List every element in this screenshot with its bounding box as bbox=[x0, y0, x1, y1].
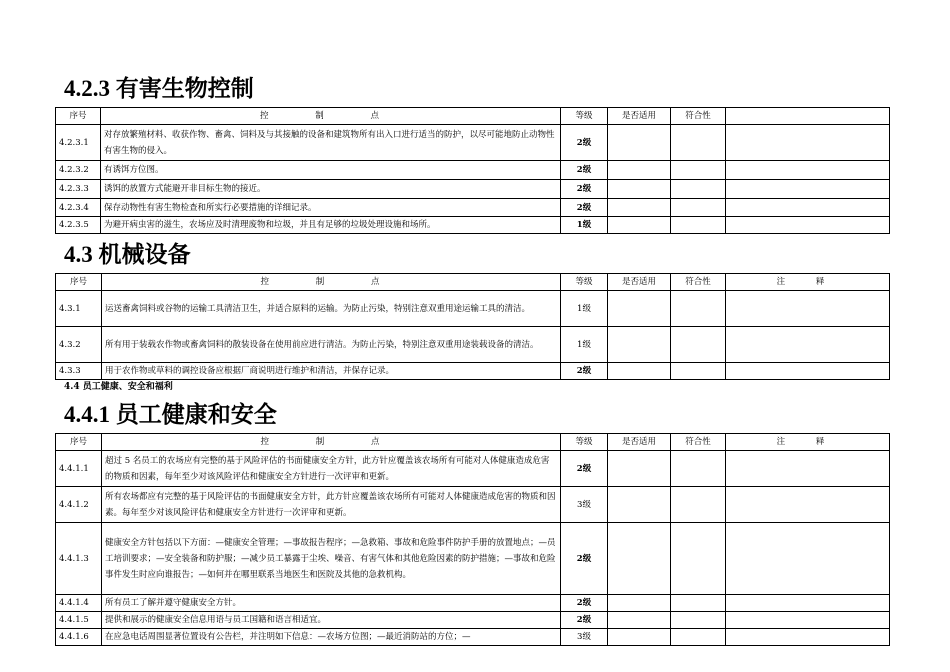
cell-applicable[interactable] bbox=[608, 595, 671, 612]
table-header-row bbox=[56, 434, 890, 451]
cell-compliance[interactable] bbox=[671, 125, 726, 161]
cell-compliance[interactable] bbox=[671, 612, 726, 629]
cell-applicable[interactable] bbox=[608, 612, 671, 629]
table-row bbox=[56, 363, 890, 380]
row-text: 超过 5 名员工的农场应有完整的基于风险评估的书面健康安全方针，此方针应覆盖该农场所有可能对人体健康造成危害的物质和因素，每年至少对该风险评估和健康安全方针进行一次评审和更新。 bbox=[102, 451, 561, 487]
row-level: 1级 bbox=[561, 291, 608, 327]
col-header-level: 等级 bbox=[561, 108, 608, 125]
row-text: 运送畜禽饲料或谷物的运输工具清洁卫生，并适合原料的运输。为防止污染，特别注意双重用途运输工具的清洁。 bbox=[102, 291, 561, 327]
cell-compliance[interactable] bbox=[671, 363, 726, 380]
col-header-notes: 注 释 bbox=[726, 434, 890, 451]
row-level: 3级 bbox=[561, 629, 608, 646]
cell-compliance[interactable] bbox=[671, 595, 726, 612]
table-row bbox=[56, 612, 890, 629]
cell-compliance[interactable] bbox=[671, 291, 726, 327]
cell-compliance[interactable] bbox=[671, 199, 726, 217]
table-row bbox=[56, 629, 890, 646]
cell-applicable[interactable] bbox=[608, 217, 671, 234]
row-level: 2级 bbox=[561, 595, 608, 612]
row-id: 4.4.1.2 bbox=[56, 487, 102, 523]
col-header-compliance: 符合性 bbox=[671, 108, 726, 125]
col-header-notes: 注 释 bbox=[726, 274, 890, 291]
section-heading-441: 4.4.1 员工健康和安全 bbox=[64, 402, 277, 427]
row-text: 健康安全方针包括以下方面：—健康安全管理；—事故报告程序；—急救箱、事故和危险事件防护手册的放置地点；—员工培训要求；—安全装备和防护服；—减少员工暴露于尘埃、噪音、有害气体和其他危险因素的防护措施；—事故和危险事件发生时应向谁报告；—如何并在哪里联系当地医生和医院及其他的急救机构。 bbox=[102, 523, 561, 595]
cell-compliance[interactable] bbox=[671, 629, 726, 646]
table-row bbox=[56, 199, 890, 217]
col-header-id: 序号 bbox=[56, 108, 101, 125]
cell-notes[interactable] bbox=[726, 125, 890, 161]
row-level: 2级 bbox=[561, 180, 608, 199]
row-id: 4.2.3.2 bbox=[56, 161, 101, 180]
row-text: 保存动物性有害生物检查和所实行必要措施的详细记录。 bbox=[101, 199, 561, 217]
cell-notes[interactable] bbox=[726, 217, 890, 234]
col-header-applicable: 是否适用 bbox=[608, 434, 671, 451]
row-level: 3级 bbox=[561, 487, 608, 523]
cell-applicable[interactable] bbox=[608, 291, 671, 327]
cell-notes[interactable] bbox=[726, 595, 890, 612]
table-row bbox=[56, 327, 890, 363]
table-row bbox=[56, 595, 890, 612]
cell-applicable[interactable] bbox=[608, 125, 671, 161]
row-text: 所有农场都应有完整的基于风险评估的书面健康安全方针，此方针应覆盖该农场所有可能对人体健康造成危害的物质和因素。每年至少对该风险评估和健康安全方针进行一次评审和更新。 bbox=[102, 487, 561, 523]
cell-compliance[interactable] bbox=[671, 180, 726, 199]
row-text: 为避开病虫害的滋生，农场应及时清理废物和垃圾，并且有足够的垃圾处理设施和场所。 bbox=[101, 217, 561, 234]
row-id: 4.2.3.3 bbox=[56, 180, 101, 199]
cell-notes[interactable] bbox=[726, 487, 890, 523]
table-header-row bbox=[56, 108, 890, 125]
row-text: 提供和展示的健康安全信息用语与员工国籍和语言相适宜。 bbox=[102, 612, 561, 629]
cell-notes[interactable] bbox=[726, 363, 890, 380]
col-header-control: 控 制 点 bbox=[102, 274, 561, 291]
row-level: 2级 bbox=[561, 363, 608, 380]
table-row bbox=[56, 523, 890, 595]
col-header-compliance: 符合性 bbox=[671, 434, 726, 451]
cell-compliance[interactable] bbox=[671, 487, 726, 523]
row-level: 2级 bbox=[561, 523, 608, 595]
cell-applicable[interactable] bbox=[608, 451, 671, 487]
col-header-applicable: 是否适用 bbox=[608, 108, 671, 125]
row-text: 在应急电话周围显著位置设有公告栏，并注明如下信息：—农场方位图；—最近消防站的方位；— bbox=[102, 629, 561, 646]
row-id: 4.2.3.5 bbox=[56, 217, 101, 234]
cell-notes[interactable] bbox=[726, 161, 890, 180]
row-id: 4.2.3.1 bbox=[56, 125, 101, 161]
row-id: 4.2.3.4 bbox=[56, 199, 101, 217]
col-header-id: 序号 bbox=[56, 274, 102, 291]
table-row bbox=[56, 451, 890, 487]
table-row bbox=[56, 161, 890, 180]
section-label-44: 4.4 员工健康、安全和福利 bbox=[64, 382, 173, 392]
row-id: 4.3.2 bbox=[56, 327, 102, 363]
cell-applicable[interactable] bbox=[608, 487, 671, 523]
row-text: 诱饵的放置方式能避开非目标生物的接近。 bbox=[101, 180, 561, 199]
table-row bbox=[56, 180, 890, 199]
row-level: 2级 bbox=[561, 161, 608, 180]
section-heading-43: 4.3 机械设备 bbox=[64, 242, 191, 267]
row-id: 4.4.1.4 bbox=[56, 595, 102, 612]
cell-applicable[interactable] bbox=[608, 199, 671, 217]
section-heading-423: 4.2.3 有害生物控制 bbox=[64, 76, 254, 101]
col-header-id: 序号 bbox=[56, 434, 102, 451]
col-header-notes bbox=[726, 108, 890, 125]
row-level: 2级 bbox=[561, 451, 608, 487]
cell-notes[interactable] bbox=[726, 199, 890, 217]
row-id: 4.3.3 bbox=[56, 363, 102, 380]
col-header-level: 等级 bbox=[561, 434, 608, 451]
row-text: 所有员工了解并遵守健康安全方针。 bbox=[102, 595, 561, 612]
col-header-control: 控 制 点 bbox=[101, 108, 561, 125]
col-header-level: 等级 bbox=[561, 274, 608, 291]
cell-applicable[interactable] bbox=[608, 363, 671, 380]
col-header-applicable: 是否适用 bbox=[608, 274, 671, 291]
row-level: 2级 bbox=[561, 125, 608, 161]
table-441 bbox=[55, 433, 890, 646]
row-level: 1级 bbox=[561, 327, 608, 363]
table-423 bbox=[55, 107, 890, 234]
col-header-control: 控 制 点 bbox=[102, 434, 561, 451]
cell-compliance[interactable] bbox=[671, 523, 726, 595]
cell-compliance[interactable] bbox=[671, 217, 726, 234]
table-row bbox=[56, 291, 890, 327]
cell-notes[interactable] bbox=[726, 291, 890, 327]
cell-applicable[interactable] bbox=[608, 629, 671, 646]
table-43 bbox=[55, 273, 890, 380]
cell-applicable[interactable] bbox=[608, 523, 671, 595]
cell-applicable[interactable] bbox=[608, 327, 671, 363]
cell-notes[interactable] bbox=[726, 451, 890, 487]
cell-compliance[interactable] bbox=[671, 327, 726, 363]
col-header-compliance: 符合性 bbox=[671, 274, 726, 291]
row-text: 对存放繁殖材料、收获作物、畜禽、饲料及与其接触的设备和建筑物所有出入口进行适当的防护，以尽可能地防止动物性有害生物的侵入。 bbox=[101, 125, 561, 161]
row-level: 1级 bbox=[561, 217, 608, 234]
table-row bbox=[56, 487, 890, 523]
row-id: 4.4.1.1 bbox=[56, 451, 102, 487]
table-header-row bbox=[56, 274, 890, 291]
row-text: 用于农作物或草料的调控设备应根据厂商说明进行维护和清洁，并保存记录。 bbox=[102, 363, 561, 380]
row-id: 4.4.1.5 bbox=[56, 612, 102, 629]
table-row bbox=[56, 217, 890, 234]
row-level: 2级 bbox=[561, 612, 608, 629]
cell-notes[interactable] bbox=[726, 612, 890, 629]
cell-notes[interactable] bbox=[726, 629, 890, 646]
row-id: 4.3.1 bbox=[56, 291, 102, 327]
row-text: 有诱饵方位图。 bbox=[101, 161, 561, 180]
table-row bbox=[56, 125, 890, 161]
cell-applicable[interactable] bbox=[608, 161, 671, 180]
cell-notes[interactable] bbox=[726, 523, 890, 595]
cell-applicable[interactable] bbox=[608, 180, 671, 199]
cell-compliance[interactable] bbox=[671, 451, 726, 487]
cell-notes[interactable] bbox=[726, 327, 890, 363]
cell-compliance[interactable] bbox=[671, 161, 726, 180]
row-level: 2级 bbox=[561, 199, 608, 217]
row-text: 所有用于装载农作物或畜禽饲料的散装设备在使用前应进行清洁。为防止污染，特别注意双重用途装载设备的清洁。 bbox=[102, 327, 561, 363]
cell-notes[interactable] bbox=[726, 180, 890, 199]
row-id: 4.4.1.3 bbox=[56, 523, 102, 595]
row-id: 4.4.1.6 bbox=[56, 629, 102, 646]
